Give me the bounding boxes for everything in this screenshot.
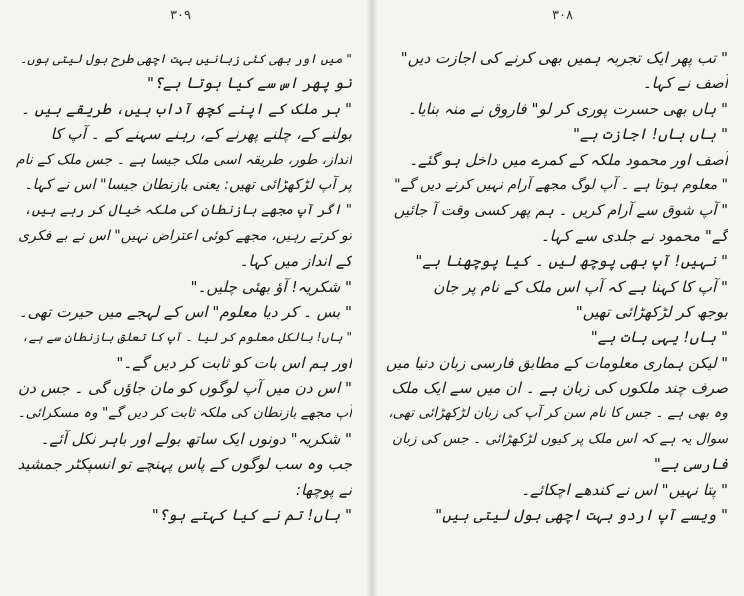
text-line: " نہیں! آپ بھی پوچھ لیں ۔ کیا پوچھنا ہے": [415, 252, 728, 271]
text-line: کے انداز میں کہا۔: [239, 252, 352, 271]
left-page-text: [16, 46, 352, 528]
text-line: " لیکن ہماری معلومات کے مطابق فارسی زبان دنیا میں: [386, 354, 728, 372]
text-line: " ہاں ہاں! اجازت ہے": [572, 125, 728, 144]
text-line: آصف نے کہا۔: [642, 74, 728, 93]
text-line: " ہر ملک کے اپنے کچھ آداب ہیں، طریقے ہیں ۔: [20, 99, 352, 118]
text-line: " شکریہ! آؤ بھئی چلیں۔": [190, 277, 352, 296]
left-page-number: ۳۰۹: [170, 8, 191, 23]
text-line: تو کرتے رہیں، مجھے کوئی اعتراض نہیں" اس نے بے فکری: [18, 227, 352, 244]
text-line: " ہاں! بالکل معلوم کر لیا ۔ آپ کا تعلق بازنطان سے ہے،: [21, 330, 352, 345]
text-line: " ہاں! یہی بات ہے": [590, 328, 728, 347]
text-line: جب وہ سب لوگوں کے پاس پہنچے تو انسپکٹر جمشید: [17, 455, 352, 474]
text-line: " آپ شوق سے آرام کریں ۔ ہم پھر کسی وقت آ جائیں: [393, 202, 728, 220]
text-line: " پتا نہیں" اس نے کندھے اچکائے۔: [521, 480, 728, 499]
text-line: تو پھر اس سے کیا ہوتا ہے؟": [146, 74, 352, 93]
text-line: " ہاں! تم نے کیا کہتے ہو؟": [151, 506, 352, 525]
text-line: نے پوچھا:: [295, 480, 352, 499]
text-line: صرف چند ملکوں کی زبان ہے ۔ ان میں سے ایک ملک: [391, 379, 728, 398]
text-line: " اگر آپ مجھے بازنطان کی ملکہ خیال کر رہے ہیں،: [23, 202, 352, 219]
text-line: بوجھ کر لڑکھڑائی تھیں": [575, 302, 728, 321]
text-line: " شکریہ" دونوں ایک ساتھ بولے اور باہر نکل آئے۔: [40, 429, 352, 448]
text-line: آپ مجھے بازنطان کی ملکہ ثابت کر دیں گے" وہ مسکرائی۔: [17, 405, 352, 422]
text-line: وہ بھی ہے ۔ جس کا نام سن کر آپ کی زبان لڑکھڑائی تھی،: [388, 405, 728, 422]
text-line: " معلوم ہوتا ہے ۔ آپ لوگ مجھے آرام نہیں کرنے دیں گے": [394, 176, 728, 193]
text-line: " ویسے آپ اردو بہت اچھی بول لیتی ہیں": [435, 506, 728, 525]
text-line: بولنے کے، چلنے پھرنے کے، رہنے سہنے کے ۔ آپ کا: [50, 125, 352, 144]
text-line: پر آپ لڑکھڑائی تھیں: یعنی بازنطان جیسا" اس نے کہا۔: [24, 176, 352, 193]
right-page: [372, 0, 744, 596]
text-line: اور ہم اس بات کو ثابت کر دیں گے۔": [116, 353, 352, 372]
right-page-text: [386, 46, 728, 528]
text-line: " بس ۔ کر دیا معلوم" اس کے لہجے میں حیرت تھی۔: [18, 302, 352, 321]
text-line: فارسی ہے": [653, 455, 728, 474]
text-line: " میں اور بھی کئی زبانیں بہت اچھی طرح بول لیتی ہوں۔: [19, 51, 352, 66]
text-line: آصف اور محمود ملکہ کے کمرے میں داخل ہو گئے۔: [409, 150, 728, 169]
text-line: " آپ کا کہنا ہے کہ آپ اس ملک کے نام پر جان: [433, 277, 728, 296]
text-line: انداز، طور، طریقہ اسی ملک جیسا ہے ۔ جس ملک کے نام: [16, 151, 352, 168]
text-line: " ہاں بھی حسرت پوری کر لو" فاروق نے منہ بنایا۔: [407, 99, 728, 118]
text-line: سوال یہ ہے کہ اس ملک پر کیوں لڑکھڑائی ۔ جس کی زبان: [392, 430, 728, 447]
text-line: " تب پھر ایک تجربہ ہمیں بھی کرنے کی اجازت دیں": [400, 49, 728, 67]
right-page-number: ۳۰۸: [552, 8, 573, 23]
text-line: " اس دن میں آپ لوگوں کو مان جاؤں گی ۔ جس دن: [17, 379, 352, 398]
text-line: گے" محمود نے جلدی سے کہا۔: [540, 226, 728, 245]
